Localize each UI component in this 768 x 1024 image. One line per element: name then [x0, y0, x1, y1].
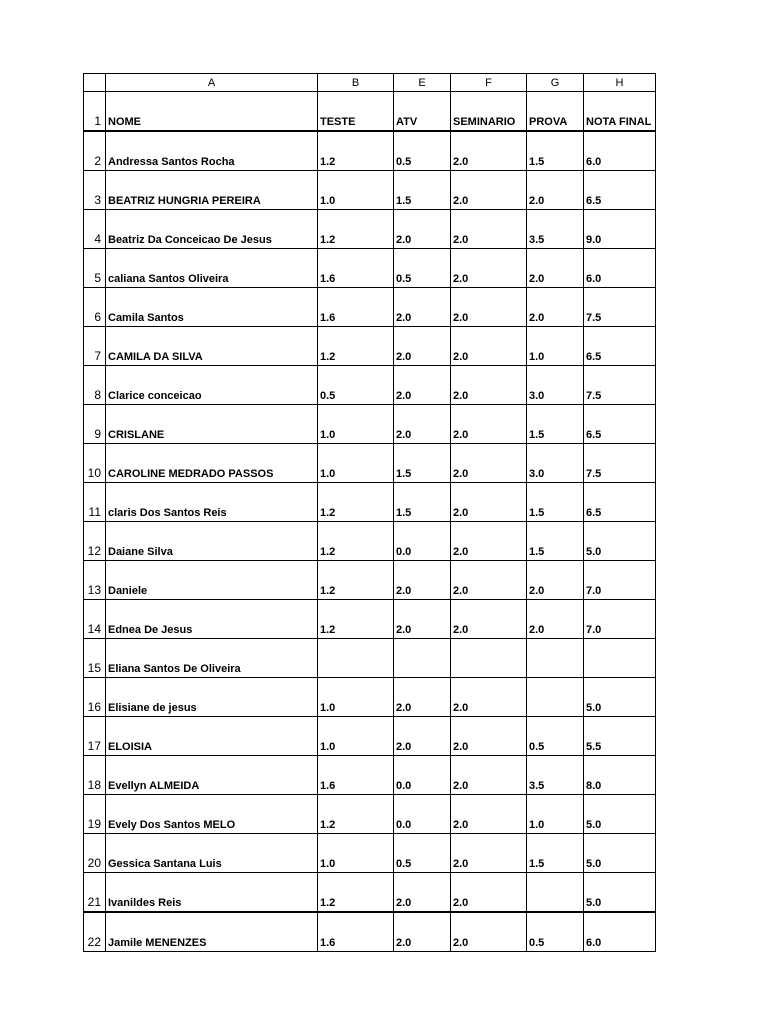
cell-atv[interactable]: 1.5 — [394, 444, 451, 483]
table-row — [84, 834, 656, 873]
cell-atv[interactable]: 0.0 — [394, 795, 451, 834]
row-number[interactable]: 19 — [84, 795, 106, 834]
cell-seminario[interactable]: 2.0 — [451, 444, 527, 483]
header-cell-nota-final[interactable]: NOTA FINAL — [584, 92, 656, 132]
cell-nome[interactable]: CAROLINE MEDRADO PASSOS — [106, 444, 318, 483]
column-header-b[interactable]: B — [318, 74, 394, 92]
cell-seminario[interactable]: 2.0 — [451, 131, 527, 171]
table-row — [84, 327, 656, 366]
cell-atv[interactable]: 1.5 — [394, 171, 451, 210]
cell-prova[interactable]: 1.0 — [527, 795, 584, 834]
header-cell-atv[interactable]: ATV — [394, 92, 451, 132]
cell-seminario[interactable]: 2.0 — [451, 366, 527, 405]
cell-atv[interactable]: 2.0 — [394, 366, 451, 405]
table-row — [84, 249, 656, 288]
table-row — [84, 288, 656, 327]
cell-atv[interactable]: 2.0 — [394, 873, 451, 913]
cell-nota-final[interactable]: 5.0 — [584, 795, 656, 834]
cell-nota-final[interactable]: 6.5 — [584, 171, 656, 210]
row-number[interactable]: 4 — [84, 210, 106, 249]
cell-atv[interactable]: 0.0 — [394, 756, 451, 795]
cell-atv[interactable]: 2.0 — [394, 327, 451, 366]
header-cell-prova[interactable]: PROVA — [527, 92, 584, 132]
cell-nome[interactable]: Daniele — [106, 561, 318, 600]
row-number[interactable]: 1 — [84, 92, 106, 132]
cell-nome[interactable]: Eliana Santos De Oliveira — [106, 639, 318, 678]
cell-nome[interactable]: BEATRIZ HUNGRIA PEREIRA — [106, 171, 318, 210]
cell-nota-final[interactable]: 5.0 — [584, 522, 656, 561]
cell-prova[interactable]: 1.0 — [527, 327, 584, 366]
cell-seminario[interactable]: 2.0 — [451, 873, 527, 913]
cell-seminario[interactable] — [451, 639, 527, 678]
cell-nome[interactable]: caliana Santos Oliveira — [106, 249, 318, 288]
cell-prova[interactable] — [527, 678, 584, 717]
cell-nome[interactable]: ELOISIA — [106, 717, 318, 756]
cell-seminario[interactable]: 2.0 — [451, 600, 527, 639]
cell-seminario[interactable]: 2.0 — [451, 912, 527, 952]
row-number[interactable]: 3 — [84, 171, 106, 210]
row-number[interactable]: 21 — [84, 873, 106, 913]
table-header-row — [84, 92, 656, 132]
cell-nota-final[interactable]: 6.5 — [584, 483, 656, 522]
column-header-a[interactable]: A — [106, 74, 318, 92]
table-row — [84, 561, 656, 600]
row-number[interactable]: 20 — [84, 834, 106, 873]
cell-teste[interactable]: 1.0 — [318, 444, 394, 483]
cell-nome[interactable]: Andressa Santos Rocha — [106, 131, 318, 171]
cell-seminario[interactable]: 2.0 — [451, 483, 527, 522]
table-row — [84, 600, 656, 639]
row-number[interactable]: 17 — [84, 717, 106, 756]
table-row — [84, 483, 656, 522]
cell-teste[interactable]: 1.0 — [318, 717, 394, 756]
table-row — [84, 795, 656, 834]
column-header-h[interactable]: H — [584, 74, 656, 92]
cell-teste[interactable]: 1.2 — [318, 483, 394, 522]
cell-nota-final[interactable]: 7.5 — [584, 366, 656, 405]
cell-seminario[interactable]: 2.0 — [451, 405, 527, 444]
cell-nota-final[interactable]: 7.0 — [584, 600, 656, 639]
row-number[interactable]: 10 — [84, 444, 106, 483]
row-number[interactable]: 8 — [84, 366, 106, 405]
cell-atv[interactable]: 2.0 — [394, 678, 451, 717]
cell-nome[interactable]: Ivanildes Reis — [106, 873, 318, 913]
cell-prova[interactable] — [527, 639, 584, 678]
cell-nota-final[interactable]: 6.5 — [584, 405, 656, 444]
cell-teste[interactable]: 0.5 — [318, 366, 394, 405]
cell-nota-final[interactable]: 7.5 — [584, 444, 656, 483]
cell-nota-final[interactable]: 5.0 — [584, 873, 656, 913]
row-number[interactable]: 14 — [84, 600, 106, 639]
row-number[interactable]: 5 — [84, 249, 106, 288]
header-cell-teste[interactable]: TESTE — [318, 92, 394, 132]
row-number[interactable]: 2 — [84, 131, 106, 171]
cell-atv[interactable]: 2.0 — [394, 288, 451, 327]
row-number[interactable]: 9 — [84, 405, 106, 444]
cell-seminario[interactable]: 2.0 — [451, 561, 527, 600]
cell-nome[interactable]: Evellyn ALMEIDA — [106, 756, 318, 795]
cell-prova[interactable]: 0.5 — [527, 912, 584, 952]
table-row — [84, 678, 656, 717]
cell-teste[interactable]: 1.2 — [318, 600, 394, 639]
cell-teste[interactable]: 1.6 — [318, 912, 394, 952]
cell-nome[interactable]: Evely Dos Santos MELO — [106, 795, 318, 834]
cell-prova[interactable]: 3.5 — [527, 756, 584, 795]
cell-prova[interactable]: 1.5 — [527, 131, 584, 171]
row-number[interactable]: 6 — [84, 288, 106, 327]
cell-nota-final[interactable] — [584, 639, 656, 678]
cell-atv[interactable]: 2.0 — [394, 912, 451, 952]
cell-atv[interactable]: 2.0 — [394, 561, 451, 600]
cell-nome[interactable]: Clarice conceicao — [106, 366, 318, 405]
cell-atv[interactable]: 2.0 — [394, 210, 451, 249]
row-number[interactable]: 16 — [84, 678, 106, 717]
table-row — [84, 366, 656, 405]
cell-teste[interactable]: 1.0 — [318, 171, 394, 210]
cell-nome[interactable]: Daiane Silva — [106, 522, 318, 561]
cell-teste[interactable]: 1.2 — [318, 131, 394, 171]
cell-atv[interactable]: 0.5 — [394, 249, 451, 288]
cell-atv[interactable]: 0.0 — [394, 522, 451, 561]
table-row — [84, 444, 656, 483]
cell-prova[interactable]: 1.5 — [527, 834, 584, 873]
cell-prova[interactable]: 3.0 — [527, 444, 584, 483]
cell-prova[interactable]: 1.5 — [527, 483, 584, 522]
cell-prova[interactable]: 3.5 — [527, 210, 584, 249]
table-row — [84, 912, 656, 952]
cell-teste[interactable]: 1.0 — [318, 405, 394, 444]
column-header-f[interactable]: F — [451, 74, 527, 92]
cell-prova[interactable]: 2.0 — [527, 288, 584, 327]
header-cell-nome[interactable]: NOME — [106, 92, 318, 132]
cell-atv[interactable]: 0.5 — [394, 131, 451, 171]
cell-nome[interactable]: Elisiane de jesus — [106, 678, 318, 717]
cell-prova[interactable]: 1.5 — [527, 405, 584, 444]
cell-seminario[interactable]: 2.0 — [451, 756, 527, 795]
column-header-corner[interactable] — [84, 74, 106, 92]
cell-prova[interactable]: 2.0 — [527, 171, 584, 210]
table-row — [84, 756, 656, 795]
row-number[interactable]: 7 — [84, 327, 106, 366]
row-number[interactable]: 18 — [84, 756, 106, 795]
cell-seminario[interactable]: 2.0 — [451, 522, 527, 561]
cell-nota-final[interactable]: 5.0 — [584, 834, 656, 873]
cell-atv[interactable]: 0.5 — [394, 834, 451, 873]
cell-teste[interactable]: 1.2 — [318, 795, 394, 834]
row-number[interactable]: 11 — [84, 483, 106, 522]
cell-nota-final[interactable]: 5.0 — [584, 678, 656, 717]
cell-teste[interactable]: 1.0 — [318, 678, 394, 717]
cell-teste[interactable]: 1.6 — [318, 288, 394, 327]
cell-nome[interactable]: Beatriz Da Conceicao De Jesus — [106, 210, 318, 249]
cell-teste[interactable]: 1.2 — [318, 873, 394, 913]
cell-seminario[interactable]: 2.0 — [451, 171, 527, 210]
table-row — [84, 717, 656, 756]
cell-nome[interactable]: CRISLANE — [106, 405, 318, 444]
cell-teste[interactable]: 1.2 — [318, 210, 394, 249]
table-row — [84, 210, 656, 249]
cell-atv[interactable]: 2.0 — [394, 717, 451, 756]
cell-prova[interactable]: 3.0 — [527, 366, 584, 405]
cell-seminario[interactable]: 2.0 — [451, 249, 527, 288]
cell-nota-final[interactable]: 6.0 — [584, 131, 656, 171]
table-row — [84, 131, 656, 171]
table-row — [84, 171, 656, 210]
cell-seminario[interactable]: 2.0 — [451, 795, 527, 834]
table-row — [84, 873, 656, 913]
cell-nome[interactable]: Camila Santos — [106, 288, 318, 327]
column-header-g[interactable]: G — [527, 74, 584, 92]
column-header-e[interactable]: E — [394, 74, 451, 92]
cell-nome[interactable]: Jamile MENENZES — [106, 912, 318, 952]
row-number[interactable]: 12 — [84, 522, 106, 561]
cell-seminario[interactable]: 2.0 — [451, 210, 527, 249]
cell-prova[interactable]: 2.0 — [527, 561, 584, 600]
header-cell-seminario[interactable]: SEMINARIO — [451, 92, 527, 132]
cell-nota-final[interactable]: 6.0 — [584, 912, 656, 952]
table-row — [84, 405, 656, 444]
cell-prova[interactable]: 2.0 — [527, 600, 584, 639]
row-number[interactable]: 15 — [84, 639, 106, 678]
cell-atv[interactable] — [394, 639, 451, 678]
row-number[interactable]: 22 — [84, 912, 106, 952]
cell-prova[interactable] — [527, 873, 584, 913]
cell-seminario[interactable]: 2.0 — [451, 717, 527, 756]
cell-nota-final[interactable]: 9.0 — [584, 210, 656, 249]
column-header-row — [84, 74, 656, 92]
cell-nome[interactable]: Ednea De Jesus — [106, 600, 318, 639]
cell-teste[interactable]: 1.2 — [318, 561, 394, 600]
cell-seminario[interactable]: 2.0 — [451, 327, 527, 366]
cell-teste[interactable]: 1.2 — [318, 327, 394, 366]
cell-nota-final[interactable]: 6.0 — [584, 249, 656, 288]
cell-nome[interactable]: CAMILA DA SILVA — [106, 327, 318, 366]
cell-atv[interactable]: 2.0 — [394, 405, 451, 444]
table-row — [84, 522, 656, 561]
cell-prova[interactable]: 2.0 — [527, 249, 584, 288]
cell-nota-final[interactable]: 7.5 — [584, 288, 656, 327]
cell-prova[interactable]: 1.5 — [527, 522, 584, 561]
grades-sheet — [83, 73, 656, 952]
cell-teste[interactable]: 1.0 — [318, 834, 394, 873]
row-number[interactable]: 13 — [84, 561, 106, 600]
cell-nota-final[interactable]: 5.5 — [584, 717, 656, 756]
cell-nota-final[interactable]: 7.0 — [584, 561, 656, 600]
cell-seminario[interactable]: 2.0 — [451, 288, 527, 327]
cell-prova[interactable]: 0.5 — [527, 717, 584, 756]
cell-teste[interactable]: 1.6 — [318, 756, 394, 795]
cell-nota-final[interactable]: 6.5 — [584, 327, 656, 366]
cell-atv[interactable]: 1.5 — [394, 483, 451, 522]
cell-nota-final[interactable]: 8.0 — [584, 756, 656, 795]
table-row — [84, 639, 656, 678]
cell-nome[interactable]: claris Dos Santos Reis — [106, 483, 318, 522]
cell-seminario[interactable]: 2.0 — [451, 834, 527, 873]
cell-nome[interactable]: Gessica Santana Luis — [106, 834, 318, 873]
cell-teste[interactable] — [318, 639, 394, 678]
cell-teste[interactable]: 1.6 — [318, 249, 394, 288]
cell-atv[interactable]: 2.0 — [394, 600, 451, 639]
cell-seminario[interactable]: 2.0 — [451, 678, 527, 717]
cell-teste[interactable]: 1.2 — [318, 522, 394, 561]
